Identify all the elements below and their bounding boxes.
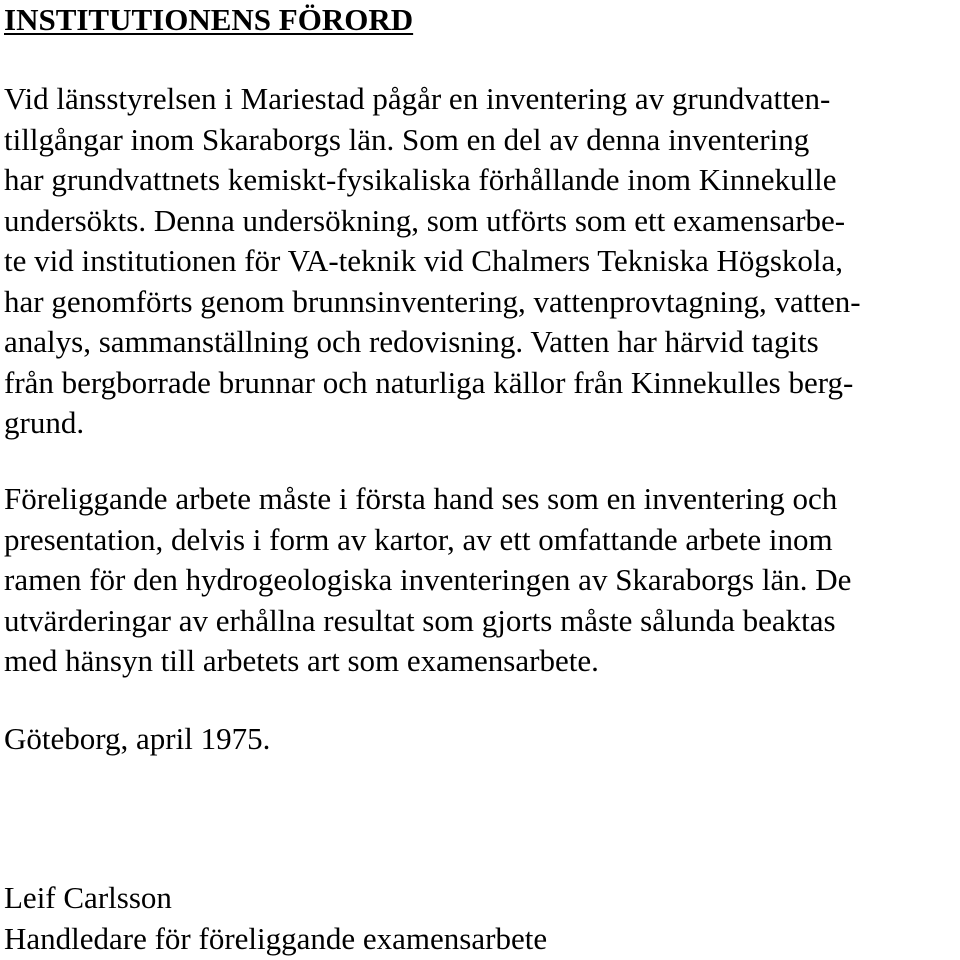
paragraph-1-line: tillgångar inom Skaraborgs län. Som en del av denna inventering: [4, 121, 810, 157]
paragraph-1: [4, 79, 861, 444]
paragraph-1-line: från bergborrade brunnar och naturliga källor från Kinnekulles berg-: [4, 364, 854, 400]
paragraph-2-line: med hänsyn till arbetets art som examensarbete.: [4, 643, 599, 678]
paragraph-1-line: te vid institutionen för VA-teknik vid Chalmers Tekniska Högskola,: [4, 243, 844, 278]
paragraph-1-line: Vid länsstyrelsen i Mariestad pågår en inventering av grundvatten-: [4, 81, 831, 116]
signature-name: Leif Carlsson: [4, 880, 172, 915]
place-date-text: Göteborg, april 1975.: [4, 721, 271, 756]
paragraph-2: [4, 479, 851, 682]
paragraph-1-line: grund.: [4, 405, 85, 440]
paragraph-2-line: utvärderingar av erhållna resultat som gjorts måste sålunda beaktas: [4, 602, 836, 638]
paragraph-2-line: Föreliggande arbete måste i första hand ses som en inventering och: [4, 481, 838, 516]
paragraph-1-line: har genomförts genom brunnsinventering, vattenprovtagning, vatten-: [4, 283, 861, 319]
signature-block: [4, 878, 547, 959]
paragraph-1-line: har grundvattnets kemiskt-fysikaliska förhållande inom Kinnekulle: [4, 162, 837, 197]
place-date: [4, 719, 270, 760]
paragraph-1-line: analys, sammanställning och redovisning. Vatten har härvid tagits: [4, 324, 819, 359]
signature-role: Handledare för föreliggande examensarbete: [4, 920, 548, 956]
paragraph-1-line: undersökts. Denna undersökning, som utförts som ett examensarbe-: [4, 202, 846, 238]
paragraph-2-line: presentation, delvis i form av kartor, av ett omfattande arbete inom: [4, 521, 833, 557]
document-title: INSTITUTIONENS FÖRORD: [4, 2, 414, 37]
paragraph-2-line: ramen för den hydrogeologiska inventeringen av Skaraborgs län. De: [4, 562, 852, 597]
